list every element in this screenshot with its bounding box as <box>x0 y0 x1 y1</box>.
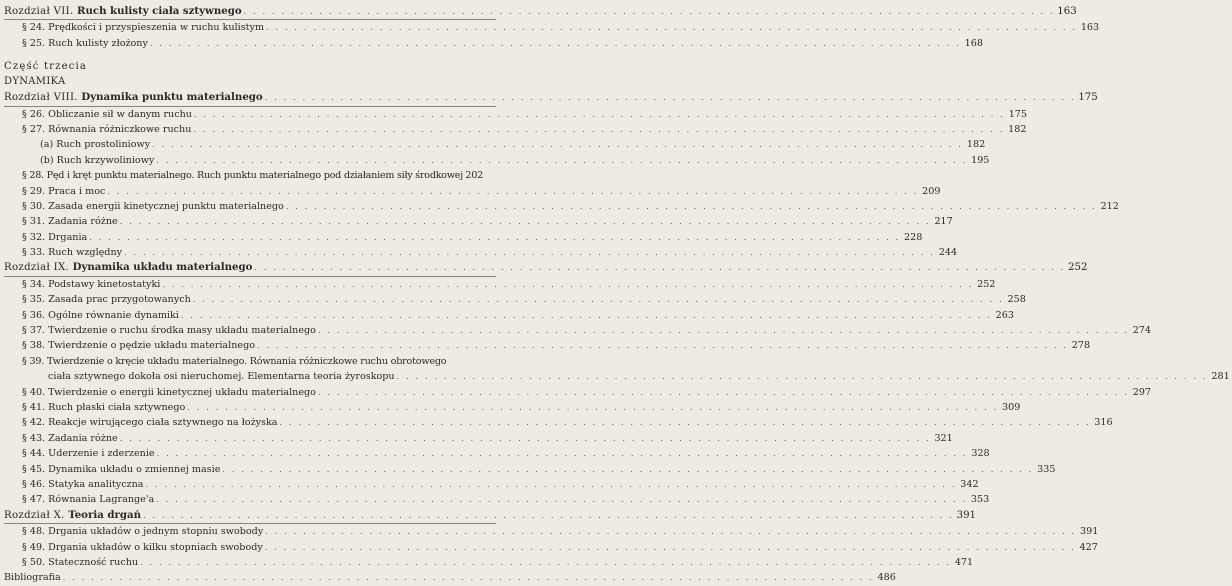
dot-leader <box>397 369 1208 384</box>
entry-label: ciała sztywnego dokoła osi nieruchomej. Elementarna teoria żyroskopu <box>48 371 395 383</box>
toc-entry[interactable] <box>0 107 1027 122</box>
toc-chapter-8[interactable] <box>0 90 1098 105</box>
entry-label: § 40. Twierdzenie o energii kinetycznej układu materialnego <box>22 386 316 398</box>
entry-label: § 38. Twierdzenie o pędzie układu materialnego <box>22 340 255 352</box>
dot-leader <box>222 462 1033 477</box>
toc-chapter-7[interactable] <box>0 4 1077 19</box>
page-number: 391 <box>956 509 977 521</box>
entry-label: (b) Ruch krzywoliniowy <box>40 154 155 166</box>
dot-leader <box>89 230 900 245</box>
page-number: 263 <box>995 309 1014 321</box>
entry-label: § 43. Zadania różne <box>22 432 118 444</box>
page-number: 391 <box>1080 526 1099 538</box>
toc-entry[interactable] <box>0 385 1152 400</box>
entry-label: § 31. Zadania różne <box>22 216 118 228</box>
dot-leader <box>156 153 967 168</box>
entry-label: § 48. Drgania układów o jednym stopniu swobody <box>22 526 264 538</box>
dot-leader <box>181 308 992 323</box>
entry-label: § 49. Drgania układów o kilku stopniach swobody <box>22 541 263 553</box>
toc-entry[interactable] <box>0 323 1152 338</box>
part-name: DYNAMIKA <box>4 76 66 88</box>
entry-label: (a) Ruch prostoliniowy <box>40 139 151 151</box>
page-number: 175 <box>1078 92 1098 104</box>
page-number: 244 <box>938 247 958 259</box>
toc-entry[interactable] <box>0 168 500 183</box>
page-number: 427 <box>1079 541 1098 553</box>
dot-leader <box>146 477 957 492</box>
dot-leader <box>63 570 874 585</box>
dot-leader <box>157 446 968 461</box>
entry-label: § 42. Reakcje wirującego ciała sztywnego na łożyska <box>22 417 278 429</box>
toc-entry[interactable] <box>0 277 996 292</box>
entry-label: § 24. Prędkości i przyspieszenia w ruchu kulistym <box>22 22 265 34</box>
toc-entry[interactable] <box>0 122 1027 137</box>
dot-leader <box>193 292 1004 307</box>
entry-label: § 26. Obliczanie sił w danym ruchu <box>22 108 192 120</box>
page-number: 209 <box>922 185 941 197</box>
toc-entry[interactable] <box>0 245 958 260</box>
chapter-title: Teoria drgań <box>68 508 141 521</box>
chapter-label: Rozdział VIII. <box>4 92 78 104</box>
chapter-title: Ruch kulisty ciała sztywnego <box>77 5 242 17</box>
entry-label: § 46. Statyka analityczna <box>22 478 144 490</box>
entry-label: § 50. Stateczność ruchu <box>22 556 139 568</box>
page-number: 212 <box>1100 200 1119 212</box>
page-number: 278 <box>1071 340 1091 352</box>
entry-label: § 36. Ogólne równanie dynamiki <box>22 309 179 321</box>
page-number: 335 <box>1037 463 1056 475</box>
toc-entry[interactable] <box>0 199 1119 214</box>
dot-leader <box>194 107 1005 122</box>
page-number: 328 <box>971 448 990 460</box>
page-number: 486 <box>877 572 896 584</box>
page-number: 258 <box>1007 294 1026 306</box>
page-number: 252 <box>977 278 996 290</box>
toc-entry[interactable] <box>0 492 990 507</box>
toc-entry[interactable] <box>0 354 500 369</box>
entry-label: § 28. Pęd i kręt punktu materialnego. Ruch punktu materialnego pod działaniem siły środkowej <box>22 170 463 182</box>
dot-leader <box>265 540 1076 555</box>
page-number: 471 <box>954 556 974 568</box>
chapter-label: Rozdział X. <box>4 509 65 521</box>
page-number: 228 <box>904 231 923 243</box>
entry-label: § 27. Równania różniczkowe ruchu <box>22 123 192 135</box>
dot-leader <box>318 323 1129 338</box>
entry-label: § 34. Podstawy kinetostatyki <box>22 278 161 290</box>
entry-label: § 29. Praca i moc <box>22 185 106 197</box>
dot-leader <box>257 338 1068 353</box>
toc-entry[interactable] <box>0 338 1091 353</box>
page-number: 182 <box>1008 123 1027 135</box>
page-number: 175 <box>1008 108 1027 120</box>
toc-entry[interactable] <box>0 214 953 229</box>
entry-label: § 45. Dynamika układu o zmiennej masie <box>22 463 221 475</box>
page-number: 297 <box>1132 386 1152 398</box>
dot-leader <box>107 184 918 199</box>
toc-entry[interactable] <box>0 308 1014 323</box>
page-number: 353 <box>970 494 990 506</box>
page-number: 163 <box>1057 6 1077 17</box>
toc-entry[interactable] <box>0 230 923 245</box>
entry-label: § 32. Drgania <box>22 231 88 243</box>
dot-leader <box>187 400 998 415</box>
toc-entry[interactable] <box>0 477 979 492</box>
dot-leader <box>120 214 931 229</box>
entry-label: § 47. Równania Lagrange'a <box>22 494 155 506</box>
dot-leader <box>280 415 1091 430</box>
page-number: 182 <box>966 139 986 151</box>
part-label: Część trzecia <box>4 61 88 73</box>
toc-entry[interactable] <box>0 462 1056 477</box>
toc-entry[interactable] <box>0 540 1098 555</box>
chapter-label: Rozdział IX. <box>4 262 70 274</box>
entry-label: § 41. Ruch płaski ciała sztywnego <box>22 401 186 413</box>
dot-leader <box>162 277 973 292</box>
entry-label: § 44. Uderzenie i zderzenie <box>22 448 155 460</box>
dot-leader <box>266 20 1077 35</box>
toc-entry[interactable] <box>0 184 941 199</box>
dot-leader <box>318 385 1129 400</box>
toc-chapter-10[interactable] <box>0 508 977 523</box>
dot-leader <box>244 4 1055 19</box>
entry-label: § 25. Ruch kulisty złożony <box>22 37 148 49</box>
dot-leader <box>193 122 1004 137</box>
toc-entry[interactable] <box>0 555 974 570</box>
toc-entry[interactable] <box>0 446 990 461</box>
page-number: 252 <box>1067 262 1088 274</box>
dot-leader <box>140 555 951 570</box>
dot-leader <box>286 199 1097 214</box>
toc-subentry[interactable] <box>0 153 990 168</box>
toc-entry[interactable] <box>0 415 1113 430</box>
page-number: 316 <box>1094 417 1113 429</box>
dot-leader <box>156 492 967 507</box>
dot-leader <box>254 260 1065 275</box>
dot-leader <box>124 245 935 260</box>
chapter-title: Dynamika układu materialnego <box>72 261 253 274</box>
toc-bibliography[interactable] <box>0 570 896 585</box>
page-number: 202 <box>465 170 483 182</box>
page-number: 274 <box>1132 325 1152 337</box>
page-number: 342 <box>960 478 979 490</box>
toc-entry[interactable] <box>0 524 1099 539</box>
toc-entry[interactable] <box>0 292 1026 307</box>
toc-subentry[interactable] <box>0 137 986 152</box>
page-number: 309 <box>1002 401 1021 413</box>
dot-leader <box>143 508 954 523</box>
dot-leader <box>152 137 963 152</box>
entry-label: § 39. Twierdzenie o kręcie układu materialnego. Równania różniczkowe ruchu obrotowego <box>22 355 447 367</box>
toc-entry[interactable] <box>0 20 1100 35</box>
dot-leader <box>150 36 961 51</box>
entry-label: § 35. Zasada prac przygotowanych <box>22 294 191 306</box>
chapter-title: Dynamika punktu materialnego <box>81 91 263 104</box>
toc-entry-continuation[interactable] <box>0 369 1230 384</box>
toc-entry[interactable] <box>0 36 983 51</box>
page-number: 281 <box>1211 371 1230 383</box>
page-number: 195 <box>971 154 990 166</box>
entry-label: § 30. Zasada energii kinetycznej punktu materialnego <box>22 200 284 212</box>
toc-entry[interactable] <box>0 431 953 446</box>
toc-chapter-9[interactable] <box>0 260 1088 275</box>
chapter-label: Rozdział VII. <box>4 6 74 17</box>
dot-leader <box>120 431 931 446</box>
page-number: 163 <box>1080 22 1100 34</box>
dot-leader <box>265 524 1076 539</box>
page-number: 168 <box>964 37 983 49</box>
dot-leader <box>265 90 1076 105</box>
entry-label: Bibliografia <box>4 572 61 584</box>
entry-label: § 33. Ruch względny <box>22 247 123 259</box>
toc-entry[interactable] <box>0 400 1021 415</box>
page-number: 321 <box>934 432 953 444</box>
entry-label: § 37. Twierdzenie o ruchu środka masy układu materialnego <box>22 325 316 337</box>
page-number: 217 <box>934 216 953 228</box>
